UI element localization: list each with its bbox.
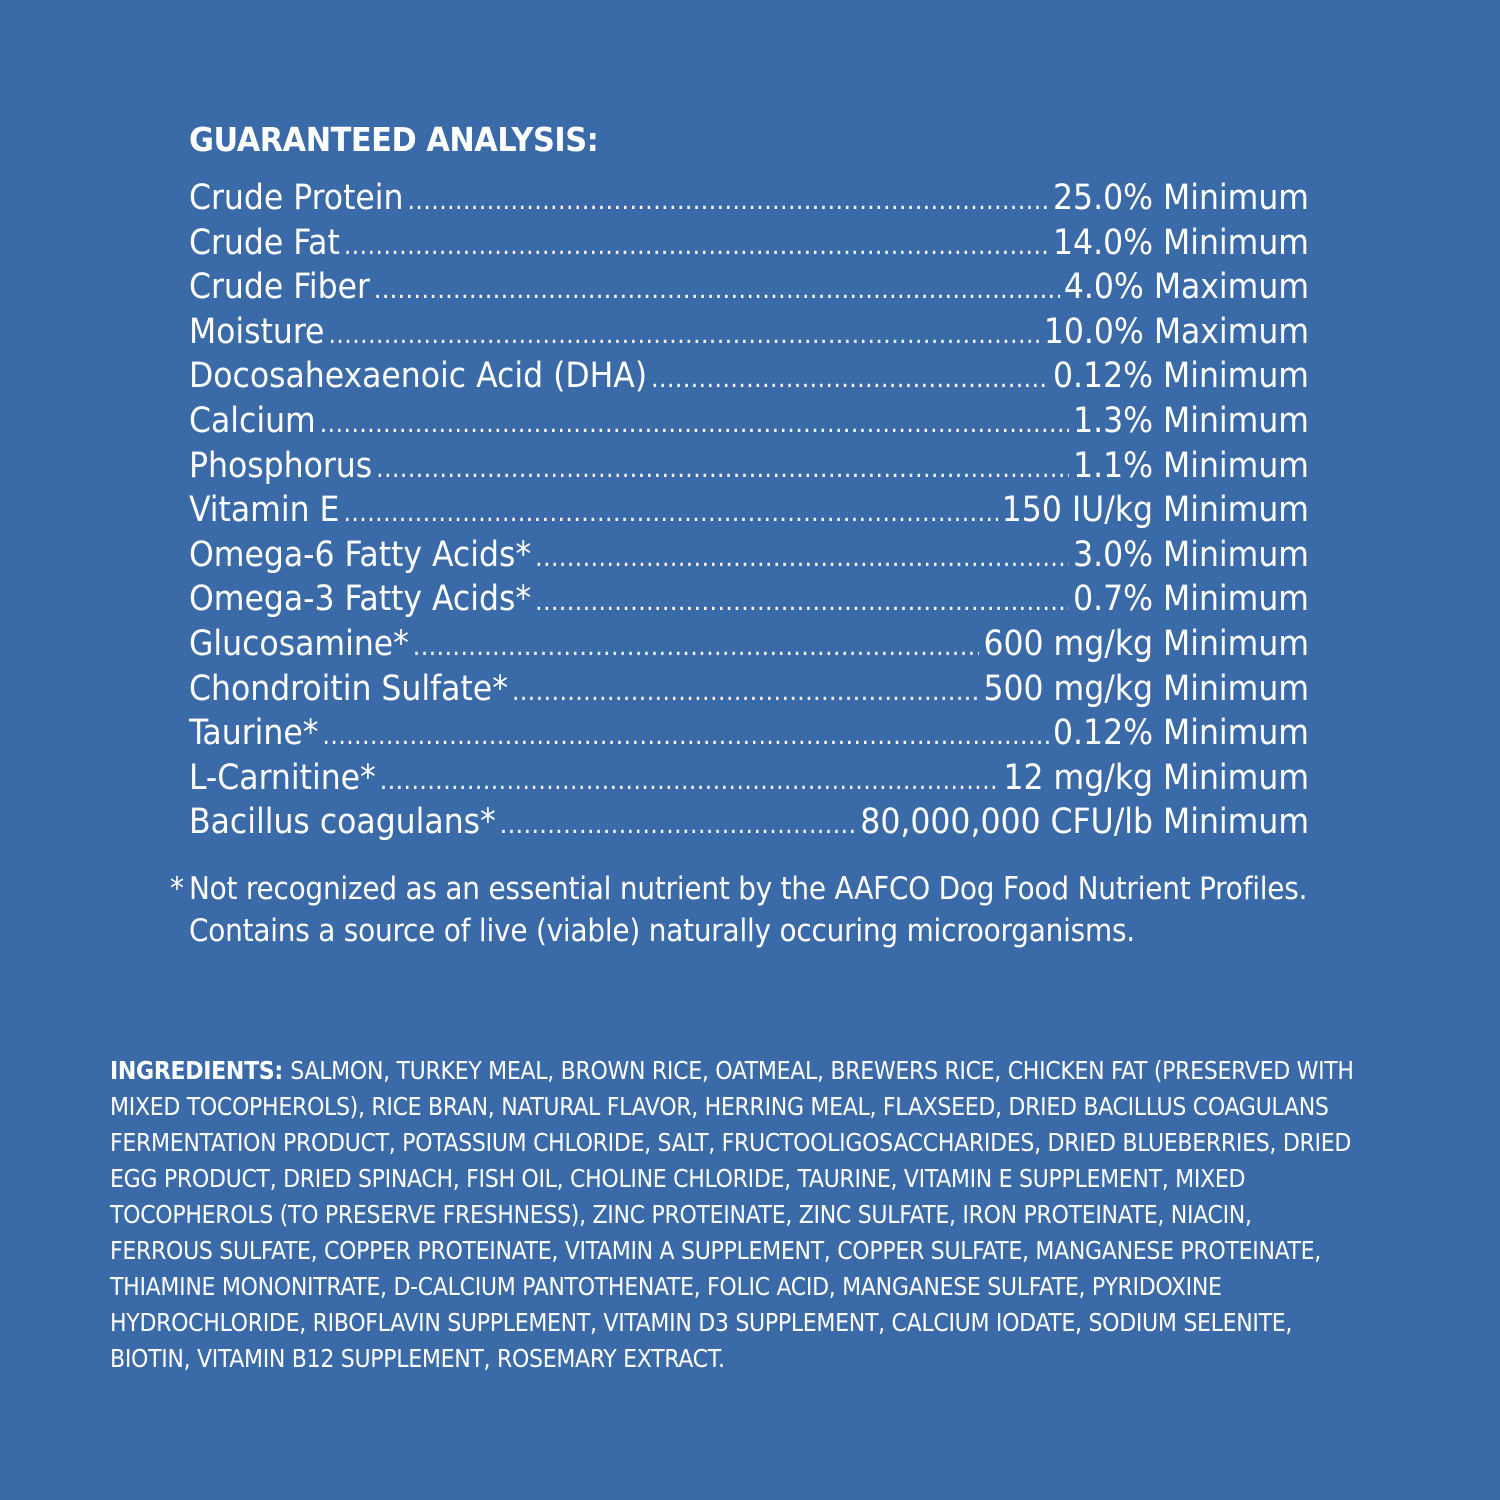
dot-leader bbox=[500, 803, 857, 845]
nutrient-value: 3.0% Minimum bbox=[1073, 534, 1309, 575]
nutrient-name: Crude Fat bbox=[189, 222, 340, 263]
nutrient-name: Moisture bbox=[189, 311, 325, 352]
nutrient-list bbox=[189, 176, 1309, 845]
nutrient-value: 12 mg/kg Minimum bbox=[1003, 757, 1309, 798]
dot-leader bbox=[408, 179, 1050, 221]
nutrient-name: Bacillus coagulans* bbox=[189, 802, 496, 843]
dot-leader bbox=[320, 402, 1069, 444]
dot-leader bbox=[374, 268, 1060, 310]
footnote-asterisk: * bbox=[170, 871, 184, 907]
dot-leader bbox=[376, 447, 1069, 489]
footnote bbox=[170, 868, 1370, 952]
nutrient-row-omega-3 bbox=[189, 577, 1309, 622]
nutrient-value: 0.12% Minimum bbox=[1053, 713, 1309, 754]
nutrient-value: 80,000,000 CFU/lb Minimum bbox=[860, 802, 1309, 843]
dot-leader bbox=[322, 714, 1049, 756]
dot-leader bbox=[535, 536, 1069, 578]
dot-leader bbox=[380, 759, 1000, 801]
nutrient-name: Glucosamine* bbox=[189, 623, 409, 664]
nutrient-row-taurine bbox=[189, 711, 1309, 756]
guaranteed-analysis-title: GUARANTEED ANALYSIS: bbox=[189, 120, 599, 159]
nutrient-row-phosphorus bbox=[189, 444, 1309, 489]
nutrient-value: 4.0% Maximum bbox=[1063, 267, 1309, 308]
nutrient-name: Crude Protein bbox=[189, 178, 404, 218]
dot-leader bbox=[344, 224, 1049, 266]
dot-leader bbox=[535, 580, 1069, 622]
nutrient-row-glucosamine bbox=[189, 622, 1309, 667]
nutrient-value: 500 mg/kg Minimum bbox=[983, 668, 1309, 709]
nutrient-name: L-Carnitine* bbox=[189, 757, 376, 798]
nutrient-value: 0.12% Minimum bbox=[1053, 356, 1309, 397]
nutrient-name: Chondroitin Sulfate* bbox=[189, 668, 508, 709]
nutrient-name: Calcium bbox=[189, 400, 316, 441]
nutrient-row-moisture bbox=[189, 310, 1309, 355]
nutrient-value: 14.0% Minimum bbox=[1053, 222, 1309, 263]
nutrient-name: Phosphorus bbox=[189, 445, 373, 486]
nutrient-value: 600 mg/kg Minimum bbox=[983, 623, 1309, 664]
nutrient-row-crude-protein bbox=[189, 176, 1309, 221]
nutrient-value: 1.1% Minimum bbox=[1073, 445, 1309, 486]
nutrient-row-dha bbox=[189, 354, 1309, 399]
nutrient-row-crude-fat bbox=[189, 221, 1309, 266]
footnote-line-1 bbox=[170, 868, 1370, 910]
dot-leader bbox=[512, 670, 980, 712]
nutrient-row-bacillus-coagulans bbox=[189, 800, 1309, 845]
nutrient-name: Docosahexaenoic Acid (DHA) bbox=[189, 356, 648, 397]
nutrient-row-l-carnitine bbox=[189, 756, 1309, 801]
nutrient-value: 1.3% Minimum bbox=[1073, 400, 1309, 441]
nutrient-name: Omega-3 Fatty Acids* bbox=[189, 579, 532, 620]
dot-leader bbox=[343, 491, 997, 533]
nutrient-row-omega-6 bbox=[189, 533, 1309, 578]
dot-leader bbox=[328, 313, 1039, 355]
ingredients-text: SALMON, TURKEY MEAL, BROWN RICE, OATMEAL, BREWERS RICE, CHICKEN FAT (PRESERVED WITH MIXED TOCOPHEROLS), RICE BRAN, NATURAL FLAVOR, HERRING MEAL, FLAXSEED, DRIED BACILLUS COAGULANS FERMENTATION PRODUCT, POTASSIUM CHLORIDE, SALT, FRUCTOOLIGOSACCHARIDES, DRIED BLUEBERRIES, DRIED EGG PRODUCT, DRIED SPINACH, FISH OIL, CHOLINE CHLORIDE, TAURINE, VITAMIN E SUPPLEMENT, MIXED TOCOPHEROLS (TO PRESERVE FRESHNESS), ZINC PROTEINATE, ZINC SULFATE, IRON PROTEINATE, NIACIN, FERROUS SULFATE, COPPER PROTEINATE, VITAMIN A SUPPLEMENT, COPPER SULFATE, MANGANESE PROTEINATE, THIAMINE MONONITRATE, D-CALCIUM PANTOTHENATE, FOLIC ACID, MANGANESE SULFATE, PYRIDOXINE HYDROCHLORIDE, RIBOFLAVIN SUPPLEMENT, VITAMIN D3 SUPPLEMENT, CALCIUM IODATE, SODIUM SELENITE, BIOTIN, VITAMIN B12 SUPPLEMENT, ROSEMARY EXTRACT. bbox=[110, 1056, 1354, 1373]
ingredients-label: INGREDIENTS: bbox=[110, 1056, 291, 1085]
dot-leader bbox=[413, 625, 980, 667]
nutrient-name: Taurine* bbox=[189, 713, 319, 754]
nutrient-row-calcium bbox=[189, 399, 1309, 444]
guaranteed-analysis-section bbox=[189, 118, 1309, 845]
nutrient-value: 10.0% Maximum bbox=[1043, 311, 1309, 352]
nutrient-value: 150 IU/kg Minimum bbox=[1001, 490, 1309, 531]
nutrient-value: 25.0% Minimum bbox=[1053, 178, 1309, 218]
ingredients-section bbox=[110, 1053, 1360, 1377]
nutrient-name: Omega-6 Fatty Acids* bbox=[189, 534, 532, 575]
footnote-text-1: Not recognized as an essential nutrient by the AAFCO Dog Food Nutrient Profiles. bbox=[189, 871, 1308, 907]
nutrient-row-crude-fiber bbox=[189, 265, 1309, 310]
footnote-line-2: Contains a source of live (viable) naturally occuring microorganisms. bbox=[189, 913, 1135, 949]
dot-leader bbox=[651, 357, 1049, 399]
nutrient-value: 0.7% Minimum bbox=[1073, 579, 1309, 620]
nutrient-name: Crude Fiber bbox=[189, 267, 370, 308]
nutrient-name: Vitamin E bbox=[189, 490, 340, 531]
nutrient-row-chondroitin bbox=[189, 667, 1309, 712]
nutrient-row-vitamin-e bbox=[189, 488, 1309, 533]
